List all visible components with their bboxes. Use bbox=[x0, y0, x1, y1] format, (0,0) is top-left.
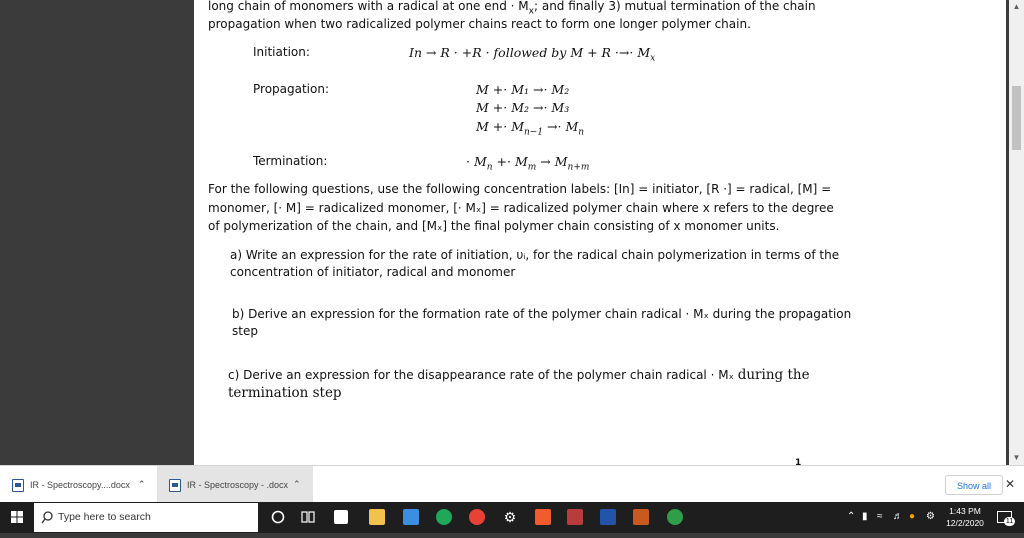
document-page bbox=[194, 0, 1006, 465]
downloads-bar bbox=[0, 465, 1024, 503]
page-number: 1 bbox=[795, 458, 802, 465]
office-icon[interactable] bbox=[535, 509, 551, 525]
photos-icon[interactable] bbox=[403, 509, 419, 525]
show-all-button[interactable]: Show all bbox=[945, 475, 1003, 495]
chrome-icon[interactable] bbox=[469, 509, 485, 525]
battery-icon[interactable]: ▮ bbox=[862, 511, 868, 522]
notification-count-badge: 11 bbox=[1005, 518, 1014, 525]
initiation-label: Initiation: bbox=[253, 45, 310, 59]
scrollbar-thumb[interactable] bbox=[1012, 86, 1021, 150]
system-clock[interactable] bbox=[940, 505, 990, 529]
labels-paragraph-line-1: For the following questions, use the following concentration labels: [In] = initiator, [R ·] = radical, [M] = bbox=[208, 182, 832, 196]
search-placeholder: Type here to search bbox=[58, 511, 151, 523]
download-item-2-label: IR - Spectroscopy - .docx bbox=[187, 480, 289, 490]
termination-equation: · $M_n +\cdot M_m \to M_{n+m}$ bbox=[466, 154, 590, 173]
question-c-line-1: c) Derive an expression for the disappearance rate of the polymer chain radical · Mₓ during the bbox=[228, 367, 810, 383]
labels-paragraph-line-2: monomer, [· M] = radicalized monomer, [· Mₓ] = radicalized polymer chain where x refers to the degree bbox=[208, 201, 834, 215]
app-icon[interactable] bbox=[633, 509, 649, 525]
propagation-equation-1: M +· M₁ →· M₂ bbox=[476, 82, 570, 97]
propagation-label: Propagation: bbox=[253, 82, 330, 96]
chevron-up-icon[interactable]: ⌃ bbox=[293, 479, 301, 489]
propagation-equation-2: M +· M₂ →· M₃ bbox=[476, 100, 570, 115]
question-b-line-1: b) Derive an expression for the formation rate of the polymer chain radical · Mₓ during the propagation bbox=[232, 307, 852, 321]
cortana-icon[interactable] bbox=[270, 509, 286, 525]
scroll-down-arrow-icon[interactable]: ▼ bbox=[1012, 453, 1021, 462]
language-icon[interactable]: ⚙ bbox=[926, 511, 935, 522]
termination-label: Termination: bbox=[253, 154, 328, 168]
word-document-icon bbox=[169, 479, 181, 492]
question-a-line-1: a) Write an expression for the rate of initiation, υᵢ, for the radical chain polymerization in terms of the bbox=[230, 248, 840, 262]
download-item-1-label: IR - Spectroscopy....docx bbox=[30, 480, 130, 490]
scroll-up-arrow-icon[interactable]: ▲ bbox=[1012, 2, 1021, 11]
initiation-equation: In → R · +R · followed by M + R ·→· $M_x$ bbox=[409, 45, 656, 64]
hangouts-icon[interactable] bbox=[667, 509, 683, 525]
question-b-line-2: step bbox=[232, 324, 258, 338]
windows-taskbar bbox=[0, 502, 1024, 533]
show-hidden-icons-chevron-icon[interactable]: ⌃ bbox=[847, 511, 856, 522]
settings-gear-icon[interactable]: ⚙ bbox=[503, 509, 517, 525]
question-a-line-2: concentration of initiator, radical and monomer bbox=[230, 265, 516, 279]
clock-date: 12/2/2020 bbox=[946, 518, 984, 528]
intro-line-2: propagation when two radicalized polymer chains react to form one longer polymer chain. bbox=[208, 17, 751, 31]
word-document-icon bbox=[12, 479, 24, 492]
store-icon[interactable] bbox=[334, 510, 348, 524]
task-view-icon[interactable] bbox=[300, 509, 316, 525]
clock-time: 1:43 PM bbox=[949, 506, 981, 516]
labels-paragraph-line-3: of polymerization of the chain, and [Mₓ] the final polymer chain consisting of x monomer units. bbox=[208, 219, 780, 233]
taskbar-search-box[interactable] bbox=[34, 503, 258, 532]
start-button[interactable] bbox=[0, 502, 34, 533]
intro-line-1: long chain of monomers with a radical at one end · $M_x$; and finally 3) mutual termination of the chain bbox=[208, 0, 816, 17]
windows-logo-icon bbox=[0, 502, 34, 533]
chevron-up-icon[interactable]: ⌃ bbox=[138, 479, 146, 489]
file-explorer-icon[interactable] bbox=[369, 509, 385, 525]
question-c-line-2: termination step bbox=[228, 385, 342, 401]
vertical-scrollbar[interactable] bbox=[1009, 0, 1024, 465]
acrobat-icon[interactable] bbox=[600, 509, 616, 525]
network-icon[interactable]: ≈ bbox=[877, 511, 883, 522]
onenote-icon[interactable] bbox=[567, 509, 583, 525]
propagation-equation-3: $M +\cdot M_{n-1} \to\cdot M_n$ bbox=[476, 119, 585, 138]
close-icon[interactable]: ✕ bbox=[1005, 477, 1016, 491]
download-item-1[interactable] bbox=[0, 466, 155, 503]
volume-icon[interactable]: ♬ bbox=[893, 511, 903, 522]
download-item-2[interactable] bbox=[157, 466, 313, 503]
search-icon bbox=[41, 511, 53, 524]
notification-center-icon[interactable] bbox=[996, 509, 1014, 525]
edge-icon[interactable] bbox=[436, 509, 452, 525]
onedrive-icon[interactable]: ● bbox=[909, 511, 916, 522]
